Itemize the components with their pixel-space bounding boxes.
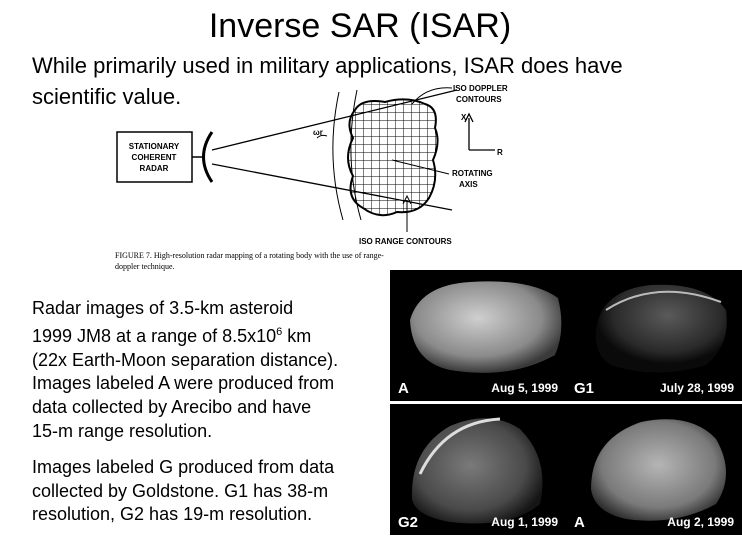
axis-x-label: X: [461, 113, 467, 122]
panel-id: G1: [574, 380, 595, 397]
panel-date: Aug 5, 1999: [491, 381, 558, 395]
body1-line: Images labeled A were produced from: [32, 373, 335, 394]
radar-label-1: STATIONARY: [128, 142, 180, 151]
body2-line: collected by Goldstone. G1 has 38-m: [32, 480, 329, 501]
radar-image-panel: [566, 270, 742, 401]
rotating-target: [348, 99, 438, 215]
radar-image-panel: [390, 270, 566, 401]
rotating-axis-label-1: ROTATING: [452, 169, 493, 178]
slide-title: Inverse SAR (ISAR): [208, 7, 512, 45]
panel-date: Aug 2, 1999: [667, 515, 734, 529]
goldstone-description: [32, 456, 392, 527]
body1-line: data collected by Arecibo and have: [32, 397, 312, 418]
panel-id: A: [398, 380, 409, 397]
iso-range-label: ISO RANGE CONTOURS: [359, 237, 452, 246]
doppler-label-2: CONTOURS: [456, 95, 502, 104]
body1-line: (22x Earth-Moon separation distance).: [32, 349, 339, 370]
figure-caption-1: FIGURE 7. High-resolution radar mapping of a rotating body with the use of range-: [115, 251, 384, 260]
doppler-label-1: ISO DOPPLER: [453, 84, 508, 93]
panel-date: July 28, 1999: [659, 381, 734, 395]
intro-text: While primarily used in military applications, ISAR does have scientific value.: [32, 53, 623, 109]
panel-date: Aug 1, 1999: [491, 515, 558, 529]
body1-line: Radar images of 3.5-km asteroid: [32, 298, 294, 318]
body1-line: 15-m range resolution.: [32, 420, 213, 441]
body2-line: Images labeled G produced from data: [32, 457, 335, 477]
isar-diagram: [107, 80, 537, 275]
radar-image-panel: [566, 404, 742, 535]
asteroid-image: [591, 419, 726, 520]
radar-label-3: RADAR: [139, 164, 169, 173]
axis-r-label: R: [497, 148, 503, 157]
asteroid-image: [410, 281, 561, 373]
body2-line: resolution, G2 has 19-m resolution.: [32, 504, 313, 524]
radar-label-2: COHERENT: [131, 153, 177, 162]
radar-image-panel: [390, 404, 566, 535]
panel-id: G2: [398, 514, 419, 531]
rotating-axis-label-2: AXIS: [459, 180, 478, 189]
body1-line: 1999 JM8 at a range of $8.5x10^6$ km: [32, 325, 312, 346]
asteroid-image: [412, 418, 543, 523]
omega-label: ωr: [313, 128, 323, 137]
panel-id: A: [574, 514, 585, 531]
arecibo-description: [32, 297, 392, 444]
figure-caption-2: doppler technique.: [115, 262, 175, 271]
